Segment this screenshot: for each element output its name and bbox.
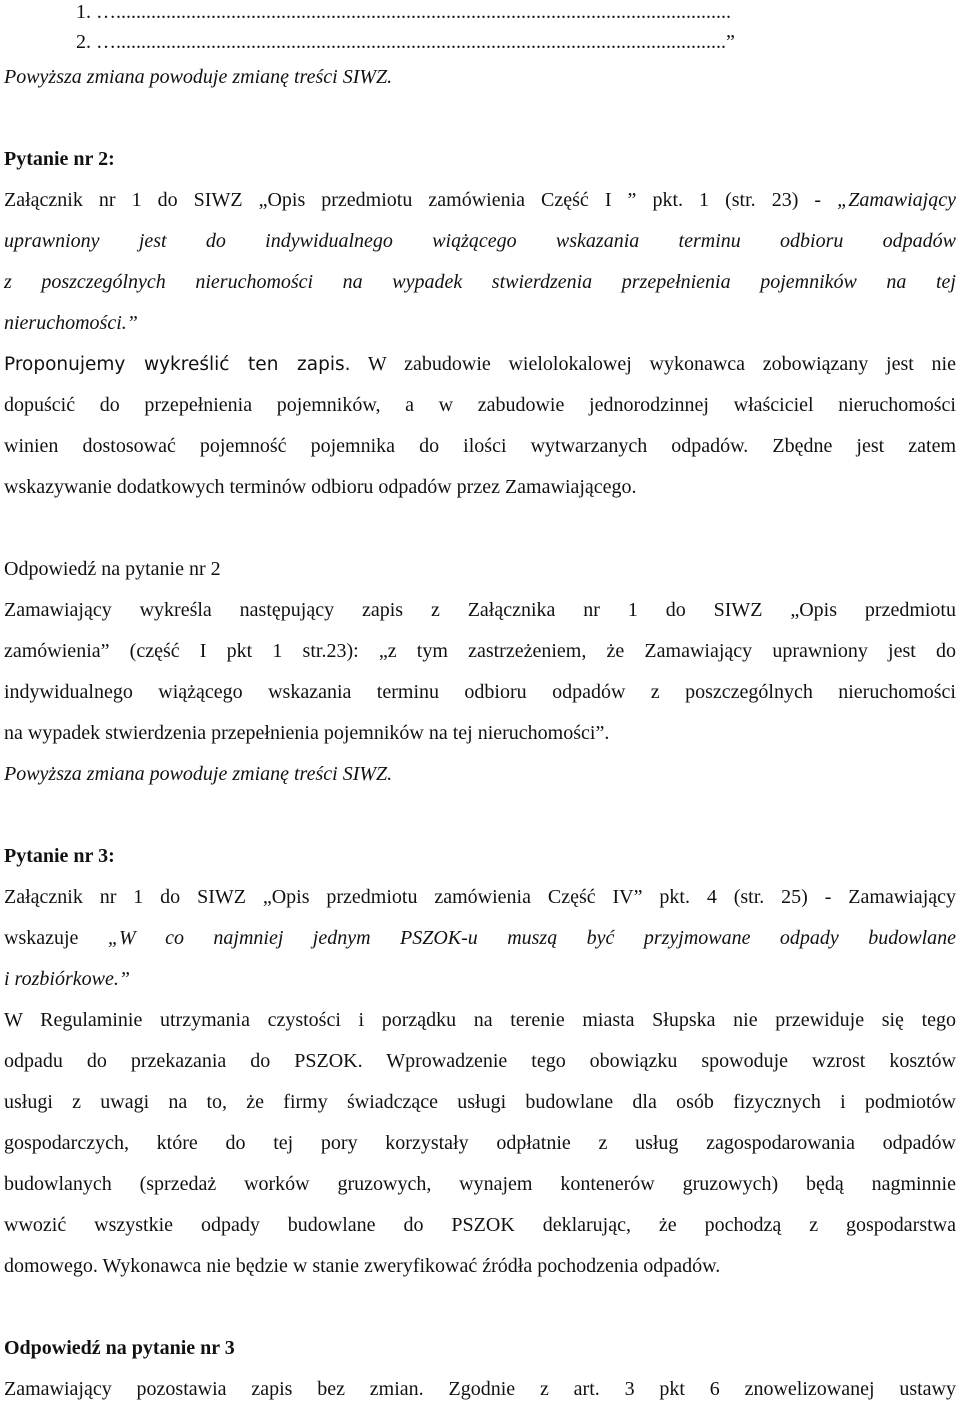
question-2-line	[4, 180, 956, 221]
answer-2-line: na wypadek stwierdzenia przepełnienia pojemników na tej nieruchomości”.	[4, 722, 610, 744]
answer-2-line: Zamawiający wykreśla następujący zapis z Załącznika nr 1 do SIWZ „Opis przedmiotu	[4, 599, 956, 621]
question-2-line: z poszczególnych nieruchomości na wypadek stwierdzenia przepełnienia pojemników na tej	[4, 271, 956, 293]
change-note: Powyższa zmiana powoduje zmianę treści SIWZ.	[4, 66, 393, 88]
question-3-paragraph-line: W Regulaminie utrzymania czystości i porządku na terenie miasta Słupska nie przewiduje się tego	[4, 1009, 956, 1031]
answer-2-heading: Odpowiedź na pytanie nr 2	[4, 558, 221, 580]
question-3-paragraph-line: odpadu do przekazania do PSZOK. Wprowadzenie tego obowiązku spowoduje wzrost kosztów	[4, 1050, 956, 1072]
question-2-text: W zabudowie wielolokalowej wykonawca zobowiązany jest nie	[350, 353, 956, 375]
question-2-heading: Pytanie nr 2:	[4, 148, 115, 170]
list-item-text: …..........................................................................................................................”	[96, 31, 735, 53]
question-3-quote: „W co najmniej jednym PSZOK-u muszą być przyjmowane odpady budowlane	[107, 927, 957, 949]
question-2-line: uprawniony jest do indywidualnego wiążącego wskazania terminu odbioru odpadów	[4, 230, 956, 252]
question-3-paragraph-line: gospodarczych, które do tej pory korzystały odpłatnie z usług zagospodarowania odpadów	[4, 1132, 956, 1154]
question-2-proposal: Proponujemy wykreślić ten zapis.	[4, 354, 351, 375]
answer-3-line: Zamawiający pozostawia zapis bez zmian. Zgodnie z art. 3 pkt 6 znowelizowanej ustawy	[4, 1378, 956, 1400]
question-3-paragraph-line: wwozić wszystkie odpady budowlane do PSZOK deklarując, że pochodzą z gospodarstwa	[4, 1214, 956, 1236]
spacer	[4, 1287, 956, 1328]
spacer	[4, 508, 956, 549]
spacer	[4, 795, 956, 836]
question-3-line: i rozbiórkowe.”	[4, 968, 130, 990]
question-3-paragraph-line: domowego. Wykonawca nie będzie w stanie zweryfikować źródła pochodzenia odpadów.	[4, 1255, 721, 1277]
spacer	[4, 98, 956, 139]
question-2-text: Załącznik nr 1 do SIWZ „Opis przedmiotu zamówienia Część I ” pkt. 1 (str. 23) -	[4, 189, 838, 211]
change-note: Powyższa zmiana powoduje zmianę treści SIWZ.	[4, 763, 393, 785]
question-2-line: nieruchomości.”	[4, 312, 138, 334]
question-2-paragraph-line: wskazywanie dodatkowych terminów odbioru odpadów przez Zamawiającego.	[4, 476, 637, 498]
question-3-line: Załącznik nr 1 do SIWZ „Opis przedmiotu zamówienia Część IV” pkt. 4 (str. 25) - Zamawiający	[4, 886, 956, 908]
list-item	[4, 27, 956, 57]
question-2-quote: „Zamawiający	[837, 189, 956, 211]
question-3-line	[4, 918, 956, 959]
answer-2-line: zamówienia” (część I pkt 1 str.23): „z tym zastrzeżeniem, że Zamawiający uprawniony jest do	[4, 640, 956, 662]
question-2-paragraph-line	[4, 344, 956, 385]
list-item	[4, 0, 956, 27]
question-3-paragraph-line: usługi z uwagi na to, że firmy świadczące usługi budowlane dla osób fizycznych i podmiotów	[4, 1091, 956, 1113]
list-item-text: …...........................................................................................................................	[96, 1, 731, 23]
document-page	[4, 0, 956, 1410]
answer-2-line: indywidualnego wiążącego wskazania terminu odbioru odpadów z poszczególnych nieruchomości	[4, 681, 956, 703]
question-2-paragraph-line: dopuścić do przepełnienia pojemników, a w zabudowie jednorodzinnej właściciel nieruchomości	[4, 394, 956, 416]
question-3-text: wskazuje	[4, 927, 108, 949]
list-item-number: 1.	[76, 1, 91, 23]
question-2-paragraph-line: winien dostosować pojemność pojemnika do ilości wytwarzanych odpadów. Zbędne jest zatem	[4, 435, 956, 457]
list-item-number: 2.	[76, 31, 91, 53]
question-3-heading: Pytanie nr 3:	[4, 845, 115, 867]
question-3-paragraph-line: budowlanych (sprzedaż worków gruzowych, wynajem kontenerów gruzowych) będą nagminnie	[4, 1173, 956, 1195]
answer-3-heading: Odpowiedź na pytanie nr 3	[4, 1337, 235, 1359]
